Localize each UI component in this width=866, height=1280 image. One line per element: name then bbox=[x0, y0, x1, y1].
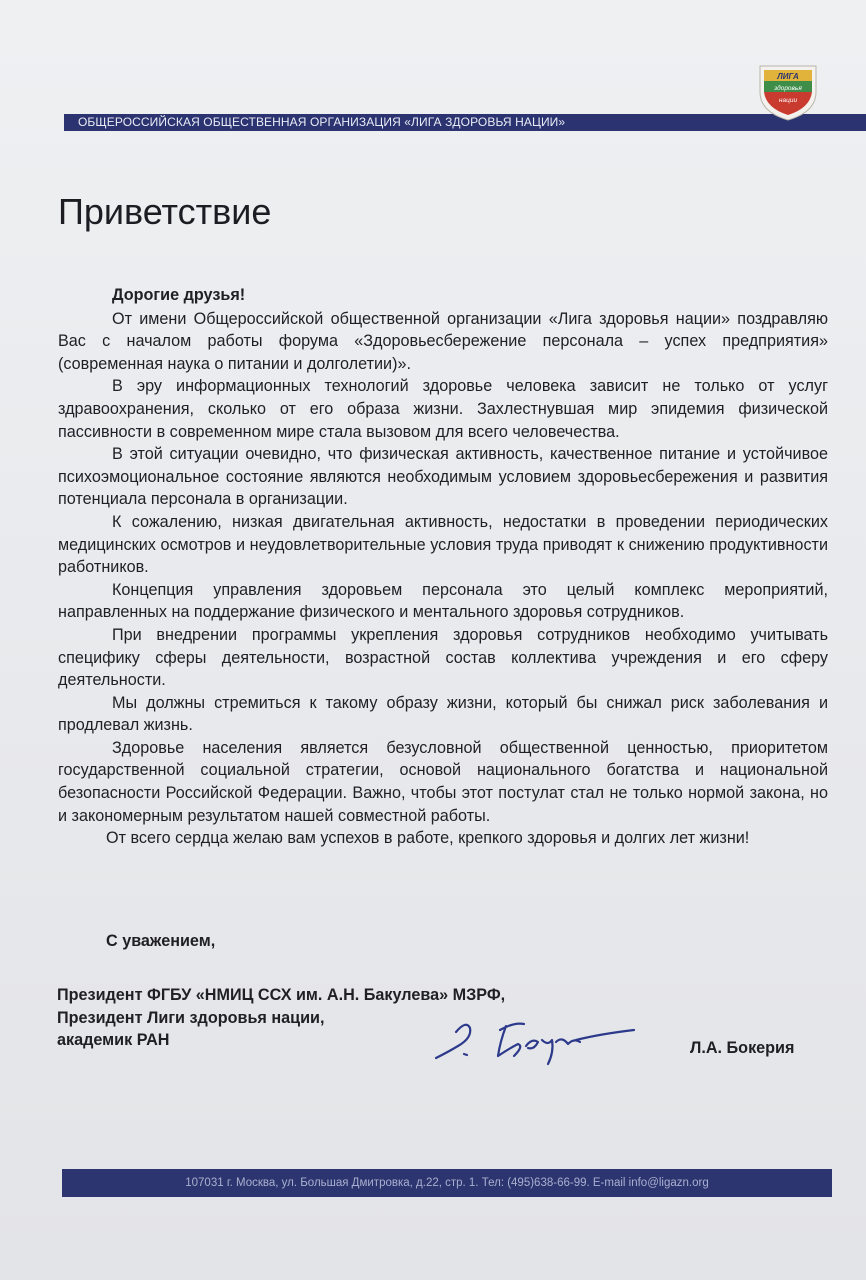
logo-word-2: здоровья bbox=[774, 85, 802, 92]
paragraph: К сожалению, низкая двигательная активность, недостатки в проведении периодических медицинских осмотров и неудовлетворительные условия труда приводят к снижению продуктивности работников. bbox=[58, 512, 828, 577]
closing-phrase: С уважением, bbox=[106, 932, 216, 950]
letter-body bbox=[58, 284, 828, 850]
paragraph: Мы должны стремиться к такому образу жизни, который бы снижал риск заболевания и продлевал жизнь. bbox=[58, 693, 828, 735]
footer-address: 107031 г. Москва, ул. Большая Дмитровка, д.22, стр. 1. Тел: (495)638-66-99. E-mail info@ligazn.org bbox=[185, 1177, 709, 1189]
logo-word-1: ЛИГА bbox=[777, 72, 799, 81]
paragraph: В эру информационных технологий здоровье человека зависит не только от услуг здравоохранения, сколько от его образа жизни. Захлестнувшая мир эпидемия физической пассивности в современном мире стала вызовом для всего человечества. bbox=[58, 377, 828, 441]
organization-name: ОБЩЕРОССИЙСКАЯ ОБЩЕСТВЕННАЯ ОРГАНИЗАЦИЯ «ЛИГА ЗДОРОВЬЯ НАЦИИ» bbox=[78, 115, 566, 129]
paragraph: Здоровье населения является безусловной общественной ценностью, приоритетом государственной социальной стратегии, основой национального богатства и национальной безопасности Российской Федерации. Важно, чтобы этот постулат стал не только нормой закона, но и закономерным результатом нашей совместной работы. bbox=[58, 738, 828, 825]
logo-word-3: нации bbox=[778, 97, 798, 104]
signatory-title-line: Президент ФГБУ «НМИЦ ССХ им. А.Н. Бакулева» МЗРФ, bbox=[57, 986, 506, 1004]
liga-logo-icon bbox=[754, 62, 822, 122]
paragraph: От имени Общероссийской общественной организации «Лига здоровья нации» поздравляю Вас с началом работы форума «Здоровьесбережение персонала – успех предприятия» (современная наука о питании и долголетии)». bbox=[58, 309, 828, 373]
paragraph: При внедрении программы укрепления здоровья сотрудников необходимо учитывать специфику сферы деятельности, возрастной состав коллектива учреждения и его сферу деятельности. bbox=[58, 625, 828, 690]
signatory-name: Л.А. Бокерия bbox=[690, 1039, 795, 1057]
signatory-title-line: академик РАН bbox=[57, 1031, 170, 1049]
paragraph: От всего сердца желаю вам успехов в работе, крепкого здоровья и долгих лет жизни! bbox=[106, 829, 750, 848]
page-title: Приветствие bbox=[58, 191, 272, 232]
signatory-title-line: Президент Лиги здоровья нации, bbox=[57, 1008, 325, 1027]
greeting: Дорогие друзья! bbox=[112, 286, 246, 304]
paragraph: В этой ситуации очевидно, что физическая активность, качественное питание и устойчивое психоэмоциональное состояние являются необходимым условием здоровьесбережения и развития потенциала персонала в организации. bbox=[58, 445, 828, 509]
handwritten-signature bbox=[430, 1012, 640, 1072]
paragraph: Концепция управления здоровьем персонала это целый комплекс мероприятий, направленных на поддержание физического и ментального здоровья сотрудников. bbox=[58, 580, 828, 622]
